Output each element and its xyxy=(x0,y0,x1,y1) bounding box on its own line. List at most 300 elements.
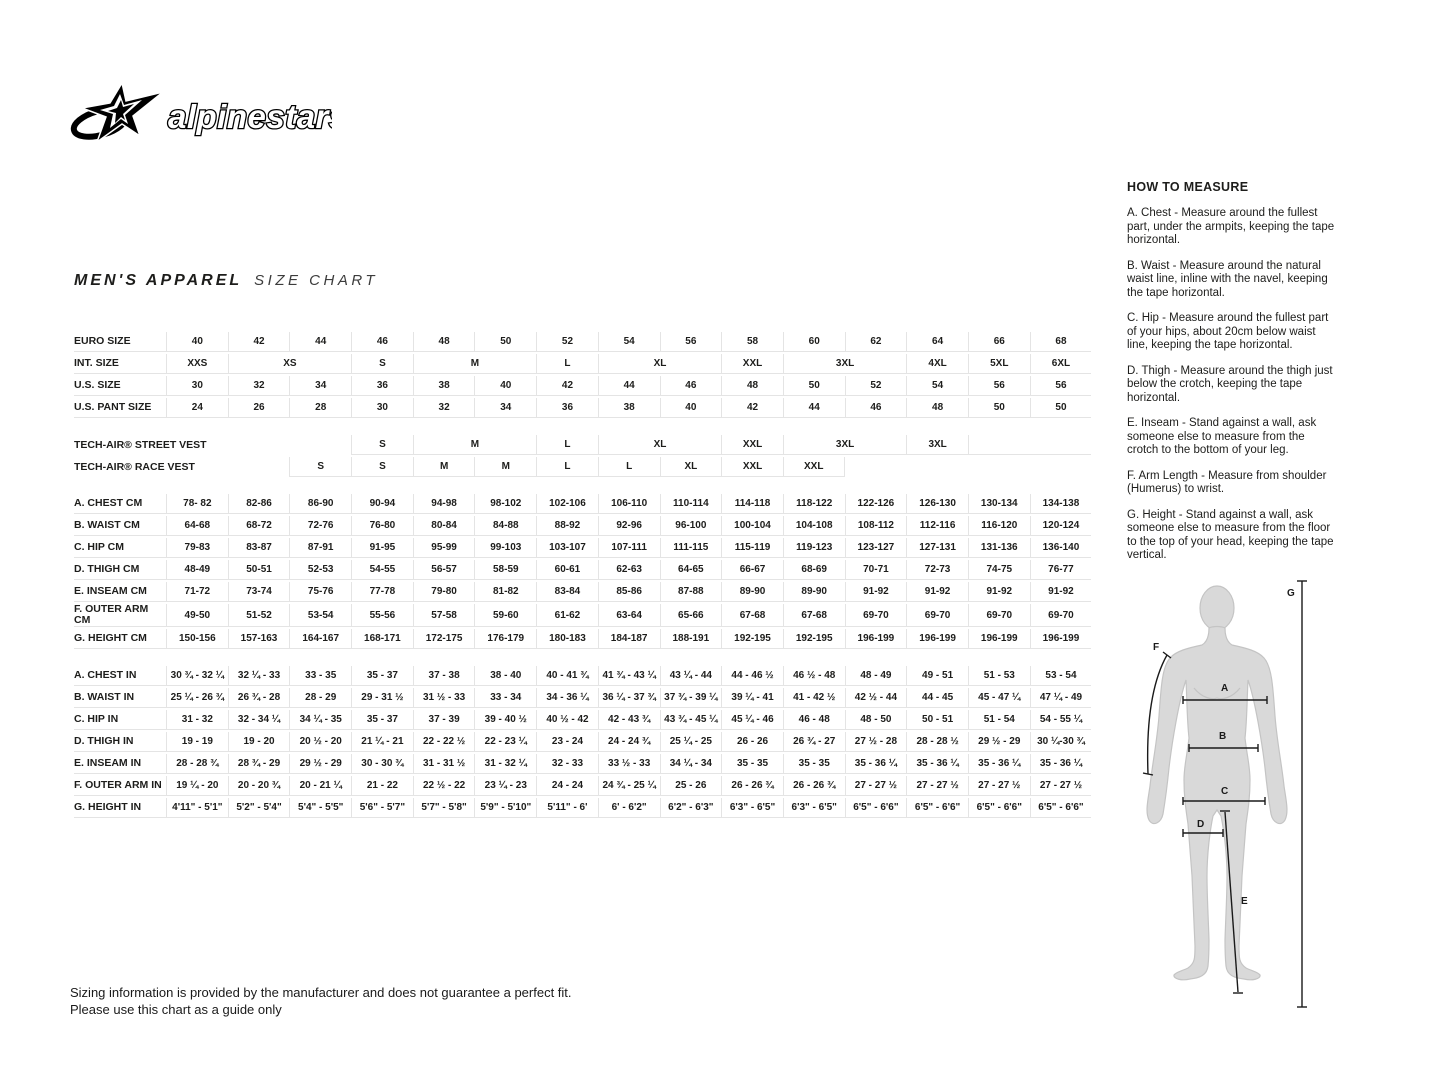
row-label: U.S. SIZE xyxy=(74,376,166,396)
size-cell: 23 - 24 xyxy=(536,732,598,752)
size-cell: 34 xyxy=(474,398,536,418)
size-cell: 54-55 xyxy=(351,560,413,580)
size-cell: 56 xyxy=(1030,376,1092,396)
table-row xyxy=(74,666,1091,686)
size-cell: 5'6" - 5'7" xyxy=(351,798,413,818)
size-cell: 5'9" - 5'10" xyxy=(474,798,536,818)
size-cell: 123-127 xyxy=(845,538,907,558)
size-cell: 108-112 xyxy=(845,516,907,536)
size-cell: 3XL xyxy=(906,435,968,455)
size-cell: 74-75 xyxy=(968,560,1030,580)
size-cell: 69-70 xyxy=(1030,604,1092,627)
size-cell: 64-68 xyxy=(166,516,228,536)
body-silhouette xyxy=(1147,586,1287,980)
size-cell: 150-156 xyxy=(166,629,228,649)
size-cell: 41 - 42 ½ xyxy=(783,688,845,708)
size-cell: 54 xyxy=(598,332,660,352)
size-cell: 57-58 xyxy=(413,604,475,627)
alpinestars-wordmark: alpinestars xyxy=(168,98,332,135)
size-cell: 21 ¼ - 21 xyxy=(351,732,413,752)
size-cell: 42 xyxy=(228,332,290,352)
size-cell: 51-52 xyxy=(228,604,290,627)
page-title-primary: MEN'S APPAREL xyxy=(74,272,243,289)
size-cell: 44 xyxy=(783,398,845,418)
label-inseam: E xyxy=(1241,896,1248,907)
size-cell: 76-77 xyxy=(1030,560,1092,580)
size-cell: 25 ¼ - 26 ¾ xyxy=(166,688,228,708)
table-row xyxy=(74,798,1091,818)
row-label: INT. SIZE xyxy=(74,354,166,374)
size-cell: 42 xyxy=(721,398,783,418)
measure-instruction: C. Hip - Measure around the fullest part of your hips, about 20cm below waist line, keeping the tape horizontal. xyxy=(1127,312,1329,351)
size-cell: 29 ½ - 29 xyxy=(968,732,1030,752)
disclaimer xyxy=(70,984,572,1018)
size-cell: 168-171 xyxy=(351,629,413,649)
table-row xyxy=(74,629,1091,649)
size-cell: 42 - 43 ¾ xyxy=(598,710,660,730)
size-cell: 112-116 xyxy=(906,516,968,536)
size-cell: 3XL xyxy=(783,435,906,455)
size-cell: 102-106 xyxy=(536,494,598,514)
size-cell: 72-73 xyxy=(906,560,968,580)
size-cell: XL xyxy=(598,435,721,455)
size-cell: 127-131 xyxy=(906,538,968,558)
row-label: A. CHEST IN xyxy=(74,666,166,686)
size-cell: 99-103 xyxy=(474,538,536,558)
label-arm-length: F xyxy=(1153,642,1160,653)
size-cell: 66 xyxy=(968,332,1030,352)
size-cell: 6'5" - 6'6" xyxy=(968,798,1030,818)
table-row xyxy=(74,582,1091,602)
size-cell: 6'5" - 6'6" xyxy=(906,798,968,818)
size-cell: 23 ¼ - 23 xyxy=(474,776,536,796)
size-cell: 98-102 xyxy=(474,494,536,514)
size-cell: 50-51 xyxy=(228,560,290,580)
size-cell: 5'2" - 5'4" xyxy=(228,798,290,818)
size-cell: 52-53 xyxy=(289,560,351,580)
size-cell: 48 - 49 xyxy=(845,666,907,686)
size-cell: 46 xyxy=(351,332,413,352)
size-cell: 92-96 xyxy=(598,516,660,536)
size-cell: 192-195 xyxy=(721,629,783,649)
size-cell: XXS xyxy=(166,354,228,374)
size-cell: S xyxy=(351,435,413,455)
height-line xyxy=(1297,581,1307,1007)
size-cell: 30 - 30 ¾ xyxy=(351,754,413,774)
size-cell: 26 ¾ - 27 xyxy=(783,732,845,752)
table-row xyxy=(74,376,1091,396)
size-cell: 83-87 xyxy=(228,538,290,558)
size-cell: 64 xyxy=(906,332,968,352)
size-cell: 87-88 xyxy=(660,582,722,602)
how-to-measure-panel xyxy=(1127,180,1335,575)
size-cell: 110-114 xyxy=(660,494,722,514)
size-cell: 54 xyxy=(906,376,968,396)
size-cell: 79-83 xyxy=(166,538,228,558)
size-cell: 31 - 31 ½ xyxy=(413,754,475,774)
size-cell: 31 ½ - 33 xyxy=(413,688,475,708)
size-cell: 6'3" - 6'5" xyxy=(783,798,845,818)
size-cell: 53-54 xyxy=(289,604,351,627)
size-cell: 20 ½ - 20 xyxy=(289,732,351,752)
size-cell: 94-98 xyxy=(413,494,475,514)
size-cell: 88-92 xyxy=(536,516,598,536)
size-cell: 91-92 xyxy=(968,582,1030,602)
size-cell: 68-69 xyxy=(783,560,845,580)
size-cell: 56 xyxy=(660,332,722,352)
size-cell: 184-187 xyxy=(598,629,660,649)
size-cell: 44 xyxy=(289,332,351,352)
size-cell: 53 - 54 xyxy=(1030,666,1092,686)
size-cell: XXL xyxy=(783,457,845,477)
row-label: B. WAIST IN xyxy=(74,688,166,708)
size-cell: 80-84 xyxy=(413,516,475,536)
size-cell: 90-94 xyxy=(351,494,413,514)
size-cell: 27 - 27 ½ xyxy=(845,776,907,796)
size-cell: 38 - 40 xyxy=(474,666,536,686)
size-cell: 50 xyxy=(968,398,1030,418)
size-cell: 81-82 xyxy=(474,582,536,602)
size-cell: 34 xyxy=(289,376,351,396)
size-cell: 4XL xyxy=(906,354,968,374)
size-cell: S xyxy=(289,457,351,477)
size-cell: 64-65 xyxy=(660,560,722,580)
size-cell: M xyxy=(413,457,475,477)
size-cell: 6'5" - 6'6" xyxy=(845,798,907,818)
table-row xyxy=(74,494,1091,514)
size-cell: 196-199 xyxy=(906,629,968,649)
size-cell: 61-62 xyxy=(536,604,598,627)
size-cell: 118-122 xyxy=(783,494,845,514)
size-cell: 5'7" - 5'8" xyxy=(413,798,475,818)
size-cell: 89-90 xyxy=(783,582,845,602)
size-cell: 63-64 xyxy=(598,604,660,627)
size-cell: M xyxy=(413,435,536,455)
label-thigh: D xyxy=(1197,819,1205,830)
size-cell: 41 ¾ - 43 ¼ xyxy=(598,666,660,686)
size-cell: 36 ¼ - 37 ¾ xyxy=(598,688,660,708)
size-cell: 37 ¾ - 39 ¼ xyxy=(660,688,722,708)
size-cell: 87-91 xyxy=(289,538,351,558)
size-table-tech-air xyxy=(74,433,1091,479)
size-cell: 24 - 24 xyxy=(536,776,598,796)
size-cell: 69-70 xyxy=(845,604,907,627)
size-cell: 21 - 22 xyxy=(351,776,413,796)
size-cell: 48 - 50 xyxy=(845,710,907,730)
size-cell: 71-72 xyxy=(166,582,228,602)
size-cell: 103-107 xyxy=(536,538,598,558)
size-cell: 180-183 xyxy=(536,629,598,649)
size-cell: 40 - 41 ¾ xyxy=(536,666,598,686)
size-cell: 4'11" - 5'1" xyxy=(166,798,228,818)
size-cell: 37 - 38 xyxy=(413,666,475,686)
table-row xyxy=(74,776,1091,796)
size-cell: 5'4" - 5'5" xyxy=(289,798,351,818)
size-cell: 38 xyxy=(413,376,475,396)
size-cell: 29 ½ - 29 xyxy=(289,754,351,774)
size-cell: 67-68 xyxy=(721,604,783,627)
measure-instruction: D. Thigh - Measure around the thigh just below the crotch, keeping the tape horizontal. xyxy=(1127,364,1333,404)
size-cell: 114-118 xyxy=(721,494,783,514)
size-cell: 84-88 xyxy=(474,516,536,536)
size-cell: 22 ½ - 22 xyxy=(413,776,475,796)
size-cell: 82-86 xyxy=(228,494,290,514)
size-cell: 157-163 xyxy=(228,629,290,649)
table-row xyxy=(74,516,1091,536)
row-label: F. OUTER ARM CM xyxy=(74,604,166,627)
row-label: C. HIP IN xyxy=(74,710,166,730)
size-cell: 24 - 24 ¾ xyxy=(598,732,660,752)
size-cell: 35 - 36 ¼ xyxy=(1030,754,1092,774)
size-table-sizes xyxy=(74,330,1091,420)
size-cell: L xyxy=(536,435,598,455)
size-cell: 85-86 xyxy=(598,582,660,602)
size-cell: 28 - 28 ½ xyxy=(906,732,968,752)
table-row xyxy=(74,457,1091,477)
size-cell: 27 - 27 ½ xyxy=(968,776,1030,796)
alpinestars-star-icon xyxy=(71,83,163,142)
size-cell: 56-57 xyxy=(413,560,475,580)
size-cell: 134-138 xyxy=(1030,494,1092,514)
size-cell: 66-67 xyxy=(721,560,783,580)
size-cell: 196-199 xyxy=(845,629,907,649)
how-to-measure-heading: HOW TO MEASURE xyxy=(1127,180,1249,194)
size-cell: 35 - 36 ¼ xyxy=(845,754,907,774)
row-label: D. THIGH CM xyxy=(74,560,166,580)
table-row xyxy=(74,560,1091,580)
size-cell: 34 ¼ - 35 xyxy=(289,710,351,730)
size-cell: 35 - 36 ¼ xyxy=(968,754,1030,774)
size-cell: 25 - 26 xyxy=(660,776,722,796)
size-cell: 196-199 xyxy=(1030,629,1092,649)
size-cell: 78- 82 xyxy=(166,494,228,514)
body-silhouette-graphic xyxy=(1125,570,1320,1020)
row-label: U.S. PANT SIZE xyxy=(74,398,166,418)
size-cell: 76-80 xyxy=(351,516,413,536)
size-cell: 58 xyxy=(721,332,783,352)
size-cell: 119-123 xyxy=(783,538,845,558)
size-cell: 27 - 27 ½ xyxy=(906,776,968,796)
size-cell: 69-70 xyxy=(906,604,968,627)
size-cell: 35 - 37 xyxy=(351,666,413,686)
size-cell: 38 xyxy=(598,398,660,418)
size-cell: 28 xyxy=(289,398,351,418)
size-cell: 48 xyxy=(906,398,968,418)
size-cell: 91-92 xyxy=(845,582,907,602)
size-cell: 33 - 34 xyxy=(474,688,536,708)
size-cell: 27 ½ - 28 xyxy=(845,732,907,752)
size-cell: 104-108 xyxy=(783,516,845,536)
size-cell: 62 xyxy=(845,332,907,352)
size-cell: 28 - 29 xyxy=(289,688,351,708)
size-cell: 26 ¾ - 28 xyxy=(228,688,290,708)
size-cell: M xyxy=(474,457,536,477)
size-cell: XL xyxy=(660,457,722,477)
size-cell: 58-59 xyxy=(474,560,536,580)
size-cell: 48-49 xyxy=(166,560,228,580)
size-chart-tables xyxy=(74,330,1091,833)
size-cell: 26 - 26 ¾ xyxy=(783,776,845,796)
size-cell: 22 - 23 ¼ xyxy=(474,732,536,752)
size-cell: 72-76 xyxy=(289,516,351,536)
size-cell: 30 ¼-30 ¾ xyxy=(1030,732,1092,752)
size-cell: 32 - 34 ¼ xyxy=(228,710,290,730)
size-cell: 20 - 20 ¾ xyxy=(228,776,290,796)
size-cell: 37 - 39 xyxy=(413,710,475,730)
size-cell: 28 ¾ - 29 xyxy=(228,754,290,774)
size-cell: 176-179 xyxy=(474,629,536,649)
size-cell: 44 xyxy=(598,376,660,396)
table-row xyxy=(74,354,1091,374)
size-cell: 40 xyxy=(660,398,722,418)
measure-instruction: F. Arm Length - Measure from shoulder (Humerus) to wrist. xyxy=(1127,469,1327,495)
size-cell: L xyxy=(598,457,660,477)
size-cell: 29 - 31 ½ xyxy=(351,688,413,708)
size-cell: 22 - 22 ½ xyxy=(413,732,475,752)
size-cell: 28 - 28 ¾ xyxy=(166,754,228,774)
size-cell: 46 - 48 xyxy=(783,710,845,730)
size-cell: 5'11" - 6' xyxy=(536,798,598,818)
size-cell: 188-191 xyxy=(660,629,722,649)
size-cell: 5XL xyxy=(968,354,1030,374)
size-cell: 34 ¼ - 34 xyxy=(660,754,722,774)
size-table-measurements-in xyxy=(74,664,1091,820)
size-cell: 60 xyxy=(783,332,845,352)
size-cell: 40 ½ - 42 xyxy=(536,710,598,730)
size-cell: 95-99 xyxy=(413,538,475,558)
table-row xyxy=(74,688,1091,708)
size-cell: S xyxy=(351,354,413,374)
size-cell: 30 xyxy=(166,376,228,396)
size-cell: XXL xyxy=(721,354,783,374)
size-cell: L xyxy=(536,457,598,477)
size-cell: 111-115 xyxy=(660,538,722,558)
size-cell: 62-63 xyxy=(598,560,660,580)
size-cell: 33 ½ - 33 xyxy=(598,754,660,774)
size-cell: 39 ¼ - 41 xyxy=(721,688,783,708)
size-cell: 86-90 xyxy=(289,494,351,514)
size-cell: 26 - 26 xyxy=(721,732,783,752)
size-cell: 36 xyxy=(351,376,413,396)
size-cell: 48 xyxy=(413,332,475,352)
size-cell: 107-111 xyxy=(598,538,660,558)
size-cell: 43 ¼ - 44 xyxy=(660,666,722,686)
size-cell: 91-95 xyxy=(351,538,413,558)
measure-instruction: G. Height - Stand against a wall, ask someone else to measure from the floor to the top of your head, keeping the tape vertical. xyxy=(1127,508,1334,561)
size-cell xyxy=(968,435,1091,455)
size-cell: 44 - 46 ½ xyxy=(721,666,783,686)
row-label: E. INSEAM IN xyxy=(74,754,166,774)
size-cell: 32 xyxy=(413,398,475,418)
size-cell: 83-84 xyxy=(536,582,598,602)
size-cell: 69-70 xyxy=(968,604,1030,627)
size-cell: 47 ¼ - 49 xyxy=(1030,688,1092,708)
size-cell: 49-50 xyxy=(166,604,228,627)
size-cell: 6'5" - 6'6" xyxy=(1030,798,1092,818)
size-cell: 65-66 xyxy=(660,604,722,627)
label-height: G xyxy=(1287,588,1295,599)
size-cell: 55-56 xyxy=(351,604,413,627)
size-cell: 91-92 xyxy=(906,582,968,602)
size-cell: 26 xyxy=(228,398,290,418)
size-cell: 44 - 45 xyxy=(906,688,968,708)
alpinestars-logo-graphic xyxy=(70,82,332,144)
size-cell: 46 xyxy=(845,398,907,418)
measure-instruction: A. Chest - Measure around the fullest part, under the armpits, keeping the tape horizontal. xyxy=(1127,207,1335,246)
row-label: TECH-AIR® STREET VEST xyxy=(74,438,207,451)
size-cell: 35 - 36 ¼ xyxy=(906,754,968,774)
size-cell: XXL xyxy=(721,457,783,477)
size-cell: 50 xyxy=(783,376,845,396)
size-cell: 50 xyxy=(474,332,536,352)
size-cell: S xyxy=(351,457,413,477)
row-label: C. HIP CM xyxy=(74,538,166,558)
size-cell: 96-100 xyxy=(660,516,722,536)
measure-instruction: B. Waist - Measure around the natural waist line, inline with the navel, keeping the tape horizontal. xyxy=(1127,259,1328,299)
size-cell: 24 xyxy=(166,398,228,418)
size-cell: 42 xyxy=(536,376,598,396)
size-cell: 36 xyxy=(536,398,598,418)
label-waist: B xyxy=(1219,731,1227,742)
table-row xyxy=(74,435,1091,455)
size-cell: 45 - 47 ¼ xyxy=(968,688,1030,708)
size-cell: 115-119 xyxy=(721,538,783,558)
size-cell: 25 ¼ - 25 xyxy=(660,732,722,752)
row-label: EURO SIZE xyxy=(74,332,166,352)
size-cell: 50 xyxy=(1030,398,1092,418)
disclaimer-line-2: Please use this chart as a guide only xyxy=(70,1002,282,1017)
row-label: G. HEIGHT IN xyxy=(74,798,166,818)
size-cell: M xyxy=(413,354,536,374)
size-cell: 32 ¼ - 33 xyxy=(228,666,290,686)
how-to-measure-instructions xyxy=(1127,207,1335,563)
size-cell: 164-167 xyxy=(289,629,351,649)
alpinestars-logo xyxy=(70,82,332,149)
size-cell: 56 xyxy=(968,376,1030,396)
size-cell: 52 xyxy=(845,376,907,396)
size-cell: 51 - 53 xyxy=(968,666,1030,686)
size-cell xyxy=(845,457,1092,477)
size-cell: 34 - 36 ¼ xyxy=(536,688,598,708)
size-cell: XXL xyxy=(721,435,783,455)
size-cell: 32 xyxy=(228,376,290,396)
size-cell: 40 xyxy=(474,376,536,396)
size-cell: 48 xyxy=(721,376,783,396)
size-cell: 30 ¾ - 32 ¼ xyxy=(166,666,228,686)
size-cell: 19 - 19 xyxy=(166,732,228,752)
size-cell: 27 - 27 ½ xyxy=(1030,776,1092,796)
size-cell: 35 - 37 xyxy=(351,710,413,730)
label-hip: C xyxy=(1221,786,1229,797)
size-cell: 26 - 26 ¾ xyxy=(721,776,783,796)
row-label: TECH-AIR® RACE VEST xyxy=(74,460,195,473)
size-cell: 68-72 xyxy=(228,516,290,536)
row-label: B. WAIST CM xyxy=(74,516,166,536)
table-row xyxy=(74,332,1091,352)
size-cell: 75-76 xyxy=(289,582,351,602)
size-cell: 35 - 35 xyxy=(783,754,845,774)
size-cell: 130-134 xyxy=(968,494,1030,514)
size-cell: 136-140 xyxy=(1030,538,1092,558)
size-cell: 40 xyxy=(166,332,228,352)
size-cell: 131-136 xyxy=(968,538,1030,558)
size-cell: 49 - 51 xyxy=(906,666,968,686)
size-cell: 122-126 xyxy=(845,494,907,514)
size-cell: 43 ¾ - 45 ¼ xyxy=(660,710,722,730)
size-cell: 32 - 33 xyxy=(536,754,598,774)
size-cell: 45 ¼ - 46 xyxy=(721,710,783,730)
size-cell: 30 xyxy=(351,398,413,418)
